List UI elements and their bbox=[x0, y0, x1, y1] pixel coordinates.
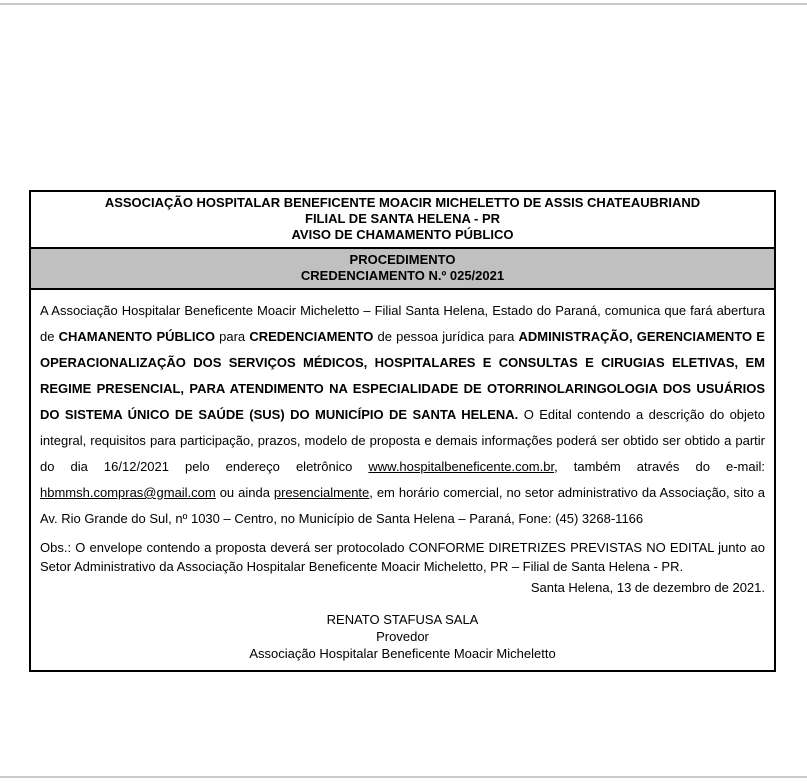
page-top-rule bbox=[0, 3, 807, 5]
object-description-bold: ADMINISTRAÇÃO, GERENCIAMENTO E OPERACIONALIZAÇÃO DOS SERVIÇOS MÉDICOS, HOSPITALARES E CONSULTAS E CIRUGIAS ELETIVAS, EM REGIME PRESENCIAL, PARA ATENDIMENTO NA ESPECIALIDADE DE OTORRINOLARINGOLOGIA DOS USUÁRIOS DO SISTEMA ÚNICO DE SAÚDE (SUS) DO MUNICÍPIO DE SANTA HELENA. bbox=[40, 329, 765, 422]
signature-name: RENATO STAFUSA SALA bbox=[326, 612, 479, 627]
signature-role: Provedor bbox=[376, 629, 429, 644]
edital-info: O Edital contendo a descrição do objeto integral, requisitos para participação, prazos, modelo de proposta e demais informações poderá ser obtido ser obtido a partir do dia 16/12/2021 pelo endereço eletrônico bbox=[40, 407, 765, 474]
presencialmente-underline: presencialmente bbox=[273, 485, 370, 500]
page-bottom-rule bbox=[0, 776, 807, 778]
body-intro: A Associação Hospitalar Beneficente Moacir Micheletto – Filial Santa Helena, Estado do Paraná, comunica que fará abertura de bbox=[40, 303, 765, 344]
credenciamento-number: CREDENCIAMENTO N.º 025/2021 bbox=[300, 268, 505, 283]
main-paragraph bbox=[40, 298, 765, 532]
signature-org: Associação Hospitalar Beneficente Moacir Micheletto bbox=[249, 646, 556, 661]
notice-title: AVISO DE CHAMAMENTO PÚBLICO bbox=[291, 227, 514, 242]
notice-header bbox=[31, 192, 774, 247]
dateline: Santa Helena, 13 de dezembro de 2021. bbox=[530, 580, 765, 595]
signature-block bbox=[40, 611, 765, 662]
procedure-label: PROCEDIMENTO bbox=[349, 252, 456, 267]
body-connector-3: ou ainda bbox=[215, 485, 274, 500]
body-connector-1: para bbox=[214, 329, 250, 344]
credenciamento-bold: CREDENCIAMENTO bbox=[249, 329, 374, 344]
website-link[interactable]: www.hospitalbeneficente.com.br bbox=[368, 459, 555, 474]
address-info: , em horário comercial, no setor administrativo da Associação, sito a Av. Rio Grande do Sul, nº 1030 – Centro, no Município de Santa Helena – Paraná, Fone: (45) 3268-1166 bbox=[40, 485, 765, 526]
email-connector: , também através do e-mail: bbox=[554, 459, 765, 474]
branch-line: FILIAL DE SANTA HELENA - PR bbox=[305, 211, 500, 226]
public-notice-box bbox=[29, 190, 776, 672]
org-name-line: ASSOCIAÇÃO HOSPITALAR BENEFICENTE MOACIR MICHELETTO DE ASSIS CHATEAUBRIAND bbox=[104, 195, 701, 210]
obs-paragraph: Obs.: O envelope contendo a proposta deverá ser protocolado CONFORME DIRETRIZES PREVISTAS NO EDITAL junto ao Setor Administrativo da Associação Hospitalar Beneficente Moacir Micheletto, PR – Filial de Santa Helena - PR. bbox=[40, 540, 765, 574]
body-connector-2: de pessoa jurídica para bbox=[373, 329, 519, 344]
notice-body bbox=[31, 290, 774, 670]
chamamento-publico-bold: CHAMANENTO PÚBLICO bbox=[58, 329, 215, 344]
email-link[interactable]: hbmmsh.compras@gmail.com bbox=[40, 485, 216, 500]
procedure-band bbox=[31, 247, 774, 290]
